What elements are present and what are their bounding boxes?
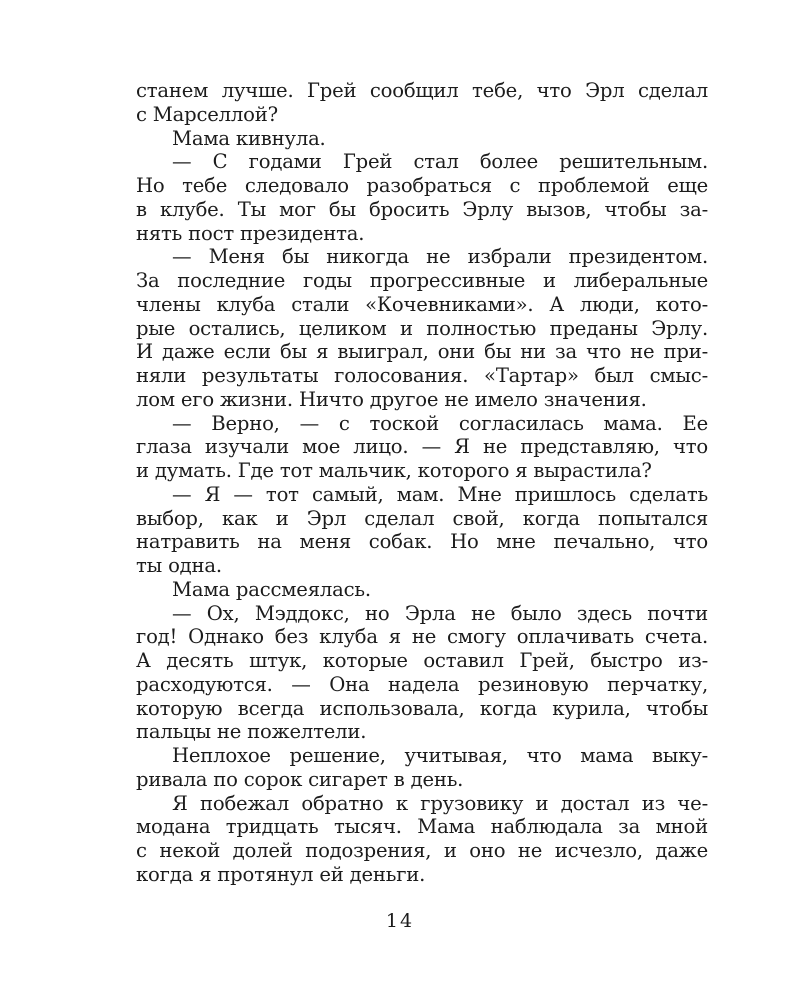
text-line: модана тридцать тысяч. Мама наблюдала за мной — [136, 815, 708, 839]
text-line: — Я — тот самый, мам. Мне пришлось сделать — [172, 482, 708, 506]
text-line: рые остались, целиком и полностью преданы Эрлу. — [136, 316, 708, 340]
text-line: Мама рассмеялась. — [172, 577, 371, 601]
text-line: лом его жизни. Ничто другое не имело значения. — [136, 387, 647, 411]
text-line: няли результаты голосования. «Тартар» был смыс- — [136, 364, 708, 387]
text-line: станем лучше. Грей сообщил тебе, что Эрл сделал — [136, 79, 708, 102]
text-line: Я побежал обратно к грузовику и достал из че- — [172, 791, 708, 815]
text-line: когда я протянул ей деньги. — [136, 862, 426, 886]
text-line: — Ох, Мэддокс, но Эрла не было здесь почти — [172, 601, 708, 625]
text-line: и думать. Где тот мальчик, которого я вырастила? — [136, 459, 652, 482]
text-line: — С годами Грей стал более решительным. — [172, 150, 708, 174]
text-line: За последние годы прогрессивные и либеральные — [136, 269, 708, 292]
page-number: 14 — [385, 910, 415, 932]
text-line: ривала по сорок сигарет в день. — [136, 767, 464, 791]
text-line: выбор, как и Эрл сделал свой, когда попытался — [136, 506, 708, 530]
text-line: в клубе. Ты мог бы бросить Эрлу вызов, чтобы за- — [136, 197, 708, 221]
text-line: расходуются. — Она надела резиновую перчатку, — [136, 672, 708, 696]
text-line: ты одна. — [136, 554, 222, 577]
text-line: с Марселлой? — [136, 102, 278, 126]
text-line: И даже если бы я выиграл, они бы ни за что не при- — [136, 340, 708, 364]
text-line: натравить на меня собак. Но мне печально, что — [136, 530, 708, 554]
text-line: Неплохое решение, учитывая, что мама выку- — [172, 744, 708, 767]
text-line: год! Однако без клуба я не смогу оплачивать счета. — [136, 625, 708, 649]
text-line: нять пост президента. — [136, 221, 365, 245]
text-line: глаза изучали мое лицо. — Я не представляю, что — [136, 435, 708, 459]
text-line: которую всегда использовала, когда курила, чтобы — [136, 696, 708, 720]
text-line: Но тебе следовало разобраться с проблемой еще — [136, 174, 708, 197]
text-line: пальцы не пожелтели. — [136, 720, 367, 744]
text-line: Мама кивнула. — [172, 126, 326, 150]
text-line: — Верно, — с тоской согласилась мама. Ее — [172, 411, 708, 435]
body-text — [136, 79, 708, 887]
text-line: с некой долей подозрения, и оно не исчезло, даже — [136, 839, 708, 862]
text-line: А десять штук, которые оставил Грей, быстро из- — [136, 649, 708, 672]
text-line: — Меня бы никогда не избрали президентом. — [172, 245, 708, 269]
text-line: члены клуба стали «Кочевниками». А люди, кото- — [136, 292, 708, 316]
